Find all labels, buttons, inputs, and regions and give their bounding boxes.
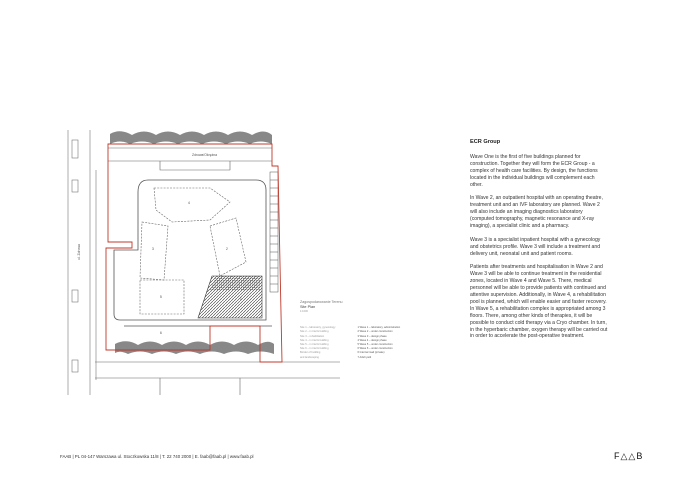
legend-item: 4 Wave 4 – design phase: [357, 338, 387, 342]
legend-title: Zagospodarowanie Terenu: [300, 300, 343, 304]
building-3: [140, 222, 168, 280]
legend-item: 6 Internal road (private): [357, 351, 385, 355]
building-label: 2: [226, 247, 228, 251]
street-label-left: ul. Zdrowa: [77, 244, 81, 260]
article-heading: ECR Group: [470, 139, 501, 145]
legend-item: Site 4 – in trial & building: [300, 338, 329, 342]
legend-item: 1 Wave 1 – laboratory, administration: [357, 326, 401, 330]
building-1: [198, 276, 262, 318]
site-plan-drawing: [60, 130, 340, 395]
faab-logo: F△△B: [614, 451, 644, 461]
top-trees: [110, 131, 272, 144]
legend-item: and landscaping: [300, 355, 319, 359]
building-label: 5: [160, 295, 162, 299]
top-road: [108, 148, 272, 170]
street-label-top: Zdrowa/Okrężna: [192, 153, 218, 157]
building-label: 3: [152, 247, 154, 251]
building-5: [140, 280, 184, 314]
article-paragraph: Wave 3 is a specialist inpatient hospital with a gynecology and obstetrics profile. Wave 3 will include a treatment and delivery unit, neonatal unit and patient rooms.: [470, 236, 601, 257]
legend-item: Site 3 – rehabilitation: [300, 334, 325, 338]
article-paragraph: In Wave 2, an outpatient hospital with an operating theatre, treatment unit and an IVF laboratory are planned. Wave 2 will also include an imaging diagnostics laboratory (computed tomography, magnetic resonance and X-ray imaging), a specialist clinic and a pharmacy.: [470, 195, 603, 229]
bottom-street: [95, 362, 340, 395]
right-strip: [270, 172, 278, 292]
legend-item: Site 1 – laboratory, gynecology: [300, 326, 336, 330]
building-4: [154, 188, 230, 222]
legend-item: 7 Adult yard: [357, 355, 372, 359]
building-label: 4: [188, 201, 190, 205]
bottom-trees: [115, 341, 274, 354]
site-boundary: [106, 144, 282, 362]
legend-scale: 1:1000: [300, 310, 308, 313]
legend-item: Border of building: [300, 351, 321, 355]
legend-item: Site 5 – in trial & building: [300, 343, 329, 347]
legend-item: Site 6 – in trial & building: [300, 347, 329, 351]
legend-item: 3 Wave 3 – design phase: [357, 334, 387, 338]
legend-item: 2 Wave 2 – under construction: [357, 330, 393, 334]
article: [470, 139, 608, 347]
building-label: 1: [240, 297, 242, 301]
legend-item: 5 Wave 5 – under construction: [357, 343, 393, 347]
legend-subtitle: Site Plan: [300, 305, 316, 309]
building-2: [210, 218, 246, 276]
site-plan-legend: [300, 300, 415, 360]
article-paragraph: Patients after treatments and hospitalisation in Wave 2 and Wave 3 will be able to continue treatment in the residential zones, located in Wave 4 and Wave 5. There, medical personnel will be able to provide patients with continued and attentive supervision. Additionally, in Wave 4, a rehabilitation pool is planned, which will enable easier and faster recovery. In Wave 5, a rehabilitation complex is appropriated among 3 floors. There, among other kinds of therapies, it will be possible to conduct cold therapy via a Cryo chamber. In turn, in the hyperbaric chamber, oxygen therapy will be carried out in order to accelerate the post-operative treatment.: [470, 264, 608, 340]
legend-item: 6 Wave 6 – under construction: [357, 347, 393, 351]
legend-item: Site 2 – in trial & building: [300, 330, 329, 334]
article-paragraph: Wave One is the first of five buildings planned for construction. Together they will form the ECR Group - a complex of health care facilities. By design, the functions located in the individual buildings will complement each other.: [470, 153, 598, 188]
left-street: [68, 130, 96, 395]
footer-contact: FAAB | PL 04-147 Warszawa ul. Stoczkowska 11/8 | T. 22 740 2000 | E. faab@faab.pl | www.faab.pl: [60, 454, 254, 459]
building-label: 6: [160, 331, 162, 335]
